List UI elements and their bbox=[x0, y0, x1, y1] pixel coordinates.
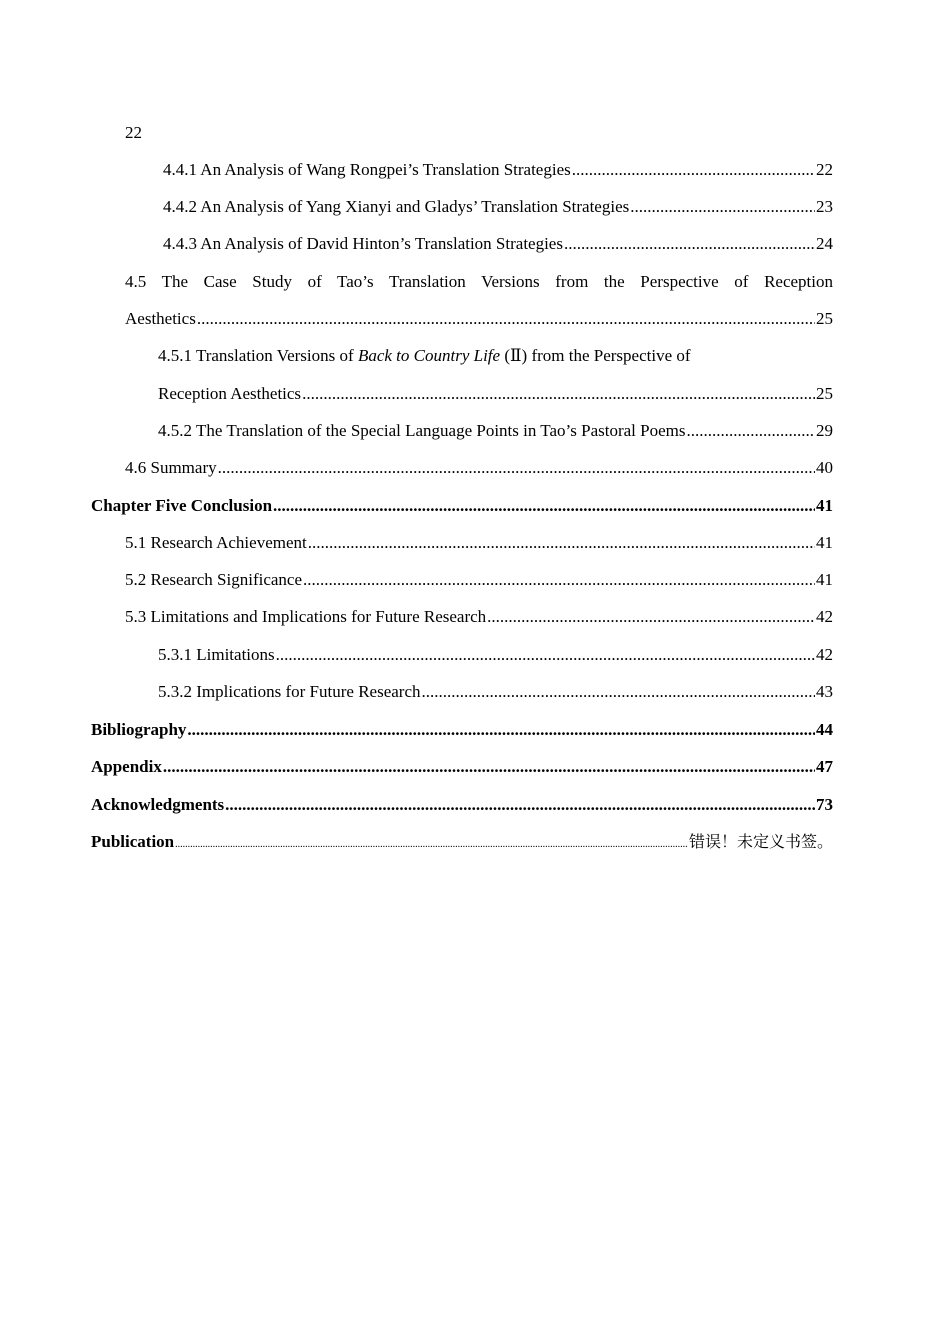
toc-entry-page: 41 bbox=[816, 570, 833, 589]
toc-entry-page: 43 bbox=[816, 682, 833, 701]
toc-entry-5-3-1[interactable] bbox=[158, 645, 833, 665]
toc-entry-page: 25 bbox=[816, 309, 833, 328]
toc-entry-page: 25 bbox=[816, 384, 833, 403]
toc-entry-4-5-line2[interactable] bbox=[125, 309, 833, 329]
toc-entry-label: Aesthetics bbox=[125, 309, 196, 328]
toc-entry-4-5-1-line2[interactable] bbox=[158, 384, 833, 404]
toc-entry-label: Bibliography bbox=[91, 720, 187, 739]
toc-entry-label-italic: Back to Country Life bbox=[357, 346, 501, 365]
toc-entry-4-4-1[interactable] bbox=[163, 160, 833, 180]
toc-entry-page: 42 bbox=[816, 645, 833, 664]
toc-entry-label-suffix: (Ⅱ) from the Perspective of bbox=[500, 346, 691, 365]
toc-entry-label: Appendix bbox=[91, 757, 162, 776]
toc-entry-page: 23 bbox=[816, 197, 833, 216]
toc-entry-label: 5.3.1 Limitations bbox=[158, 645, 275, 664]
toc-entry-4-5-1-line1[interactable] bbox=[158, 346, 833, 366]
toc-entry-page: 41 bbox=[816, 533, 833, 552]
toc-leader-dots bbox=[197, 309, 815, 329]
toc-entry-4-5-line1[interactable] bbox=[125, 272, 833, 292]
toc-entry-page: 44 bbox=[816, 720, 833, 739]
toc-leader-dots bbox=[422, 682, 816, 702]
toc-entry-label: 4.6 Summary bbox=[125, 458, 217, 477]
toc-entry-label: 5.1 Research Achievement bbox=[125, 533, 307, 552]
toc-entry-page: 40 bbox=[816, 458, 833, 477]
toc-leader-dots bbox=[302, 384, 815, 404]
toc-entry-label: 4.5.2 The Translation of the Special Language Points in Tao’s Pastoral Poems bbox=[158, 421, 686, 440]
toc-entry-appendix[interactable] bbox=[91, 757, 833, 777]
toc-entry-label: 5.3.2 Implications for Future Research bbox=[158, 682, 421, 701]
toc-leader-dots bbox=[303, 570, 815, 590]
toc-leader-dots bbox=[225, 795, 815, 815]
toc-entry-label: 5.2 Research Significance bbox=[125, 570, 303, 589]
toc-entry-label: Reception Aesthetics bbox=[158, 384, 302, 403]
toc-entry-5-1[interactable] bbox=[125, 533, 833, 553]
toc-entry-page: 47 bbox=[816, 757, 833, 776]
toc-leader-dots bbox=[630, 197, 815, 217]
toc-leader-dots bbox=[187, 720, 815, 740]
toc-entry-page-error: 错误！未定义书签。 bbox=[688, 832, 833, 851]
toc-leader-dots bbox=[218, 458, 815, 478]
toc-entry-4-6[interactable] bbox=[125, 458, 833, 478]
toc-entry-page: 24 bbox=[816, 234, 833, 253]
toc-entry-page: 29 bbox=[816, 421, 833, 440]
toc-entry-label: Publication bbox=[91, 832, 175, 851]
toc-entry-page: 41 bbox=[816, 496, 833, 515]
toc-entry-5-3-2[interactable] bbox=[158, 682, 833, 702]
toc-entry-label: 5.3 Limitations and Implications for Future Research bbox=[125, 607, 487, 626]
toc-entry-page: 42 bbox=[816, 607, 833, 626]
toc-leader-dots bbox=[487, 607, 815, 627]
toc-entry-page: 73 bbox=[816, 795, 833, 814]
toc-entry-label: 4.5 The Case Study of Tao’s Translation Versions from the Perspective of Reception bbox=[125, 272, 833, 291]
toc-entry-publication[interactable] bbox=[91, 832, 833, 852]
toc-entry-5-3[interactable] bbox=[125, 607, 833, 627]
toc-leader-dots bbox=[273, 496, 815, 516]
toc-leader-dots bbox=[175, 835, 688, 855]
toc-leader-dots bbox=[163, 757, 815, 777]
toc-entry-bibliography[interactable] bbox=[91, 720, 833, 740]
toc-entry-label: 4.4.2 An Analysis of Yang Xianyi and Gladys’ Translation Strategies bbox=[163, 197, 630, 216]
toc-entry-label: Chapter Five Conclusion bbox=[91, 496, 273, 515]
toc-entry-label: Acknowledgments bbox=[91, 795, 225, 814]
toc-leader-dots bbox=[687, 421, 816, 441]
toc-leader-dots bbox=[572, 160, 815, 180]
toc-leader-dots bbox=[564, 234, 815, 254]
toc-leader-dots bbox=[276, 645, 815, 665]
toc-entry-acknowledgments[interactable] bbox=[91, 795, 833, 815]
toc-entry-label-prefix: 4.5.1 Translation Versions of bbox=[158, 346, 358, 365]
toc-entry-chapter-five[interactable] bbox=[91, 496, 833, 516]
toc-entry-5-2[interactable] bbox=[125, 570, 833, 590]
toc-entry-4-4-2[interactable] bbox=[163, 197, 833, 217]
toc-entry-4-5-2[interactable] bbox=[158, 421, 833, 441]
toc-entry-4-4-3[interactable] bbox=[163, 234, 833, 254]
toc-leader-dots bbox=[308, 533, 815, 553]
toc-continuation-page-number: 22 bbox=[125, 123, 142, 142]
toc-entry-label: 4.4.1 An Analysis of Wang Rongpei’s Translation Strategies bbox=[163, 160, 571, 179]
toc-entry-label: 4.4.3 An Analysis of David Hinton’s Translation Strategies bbox=[163, 234, 563, 253]
toc-entry-page: 22 bbox=[816, 160, 833, 179]
